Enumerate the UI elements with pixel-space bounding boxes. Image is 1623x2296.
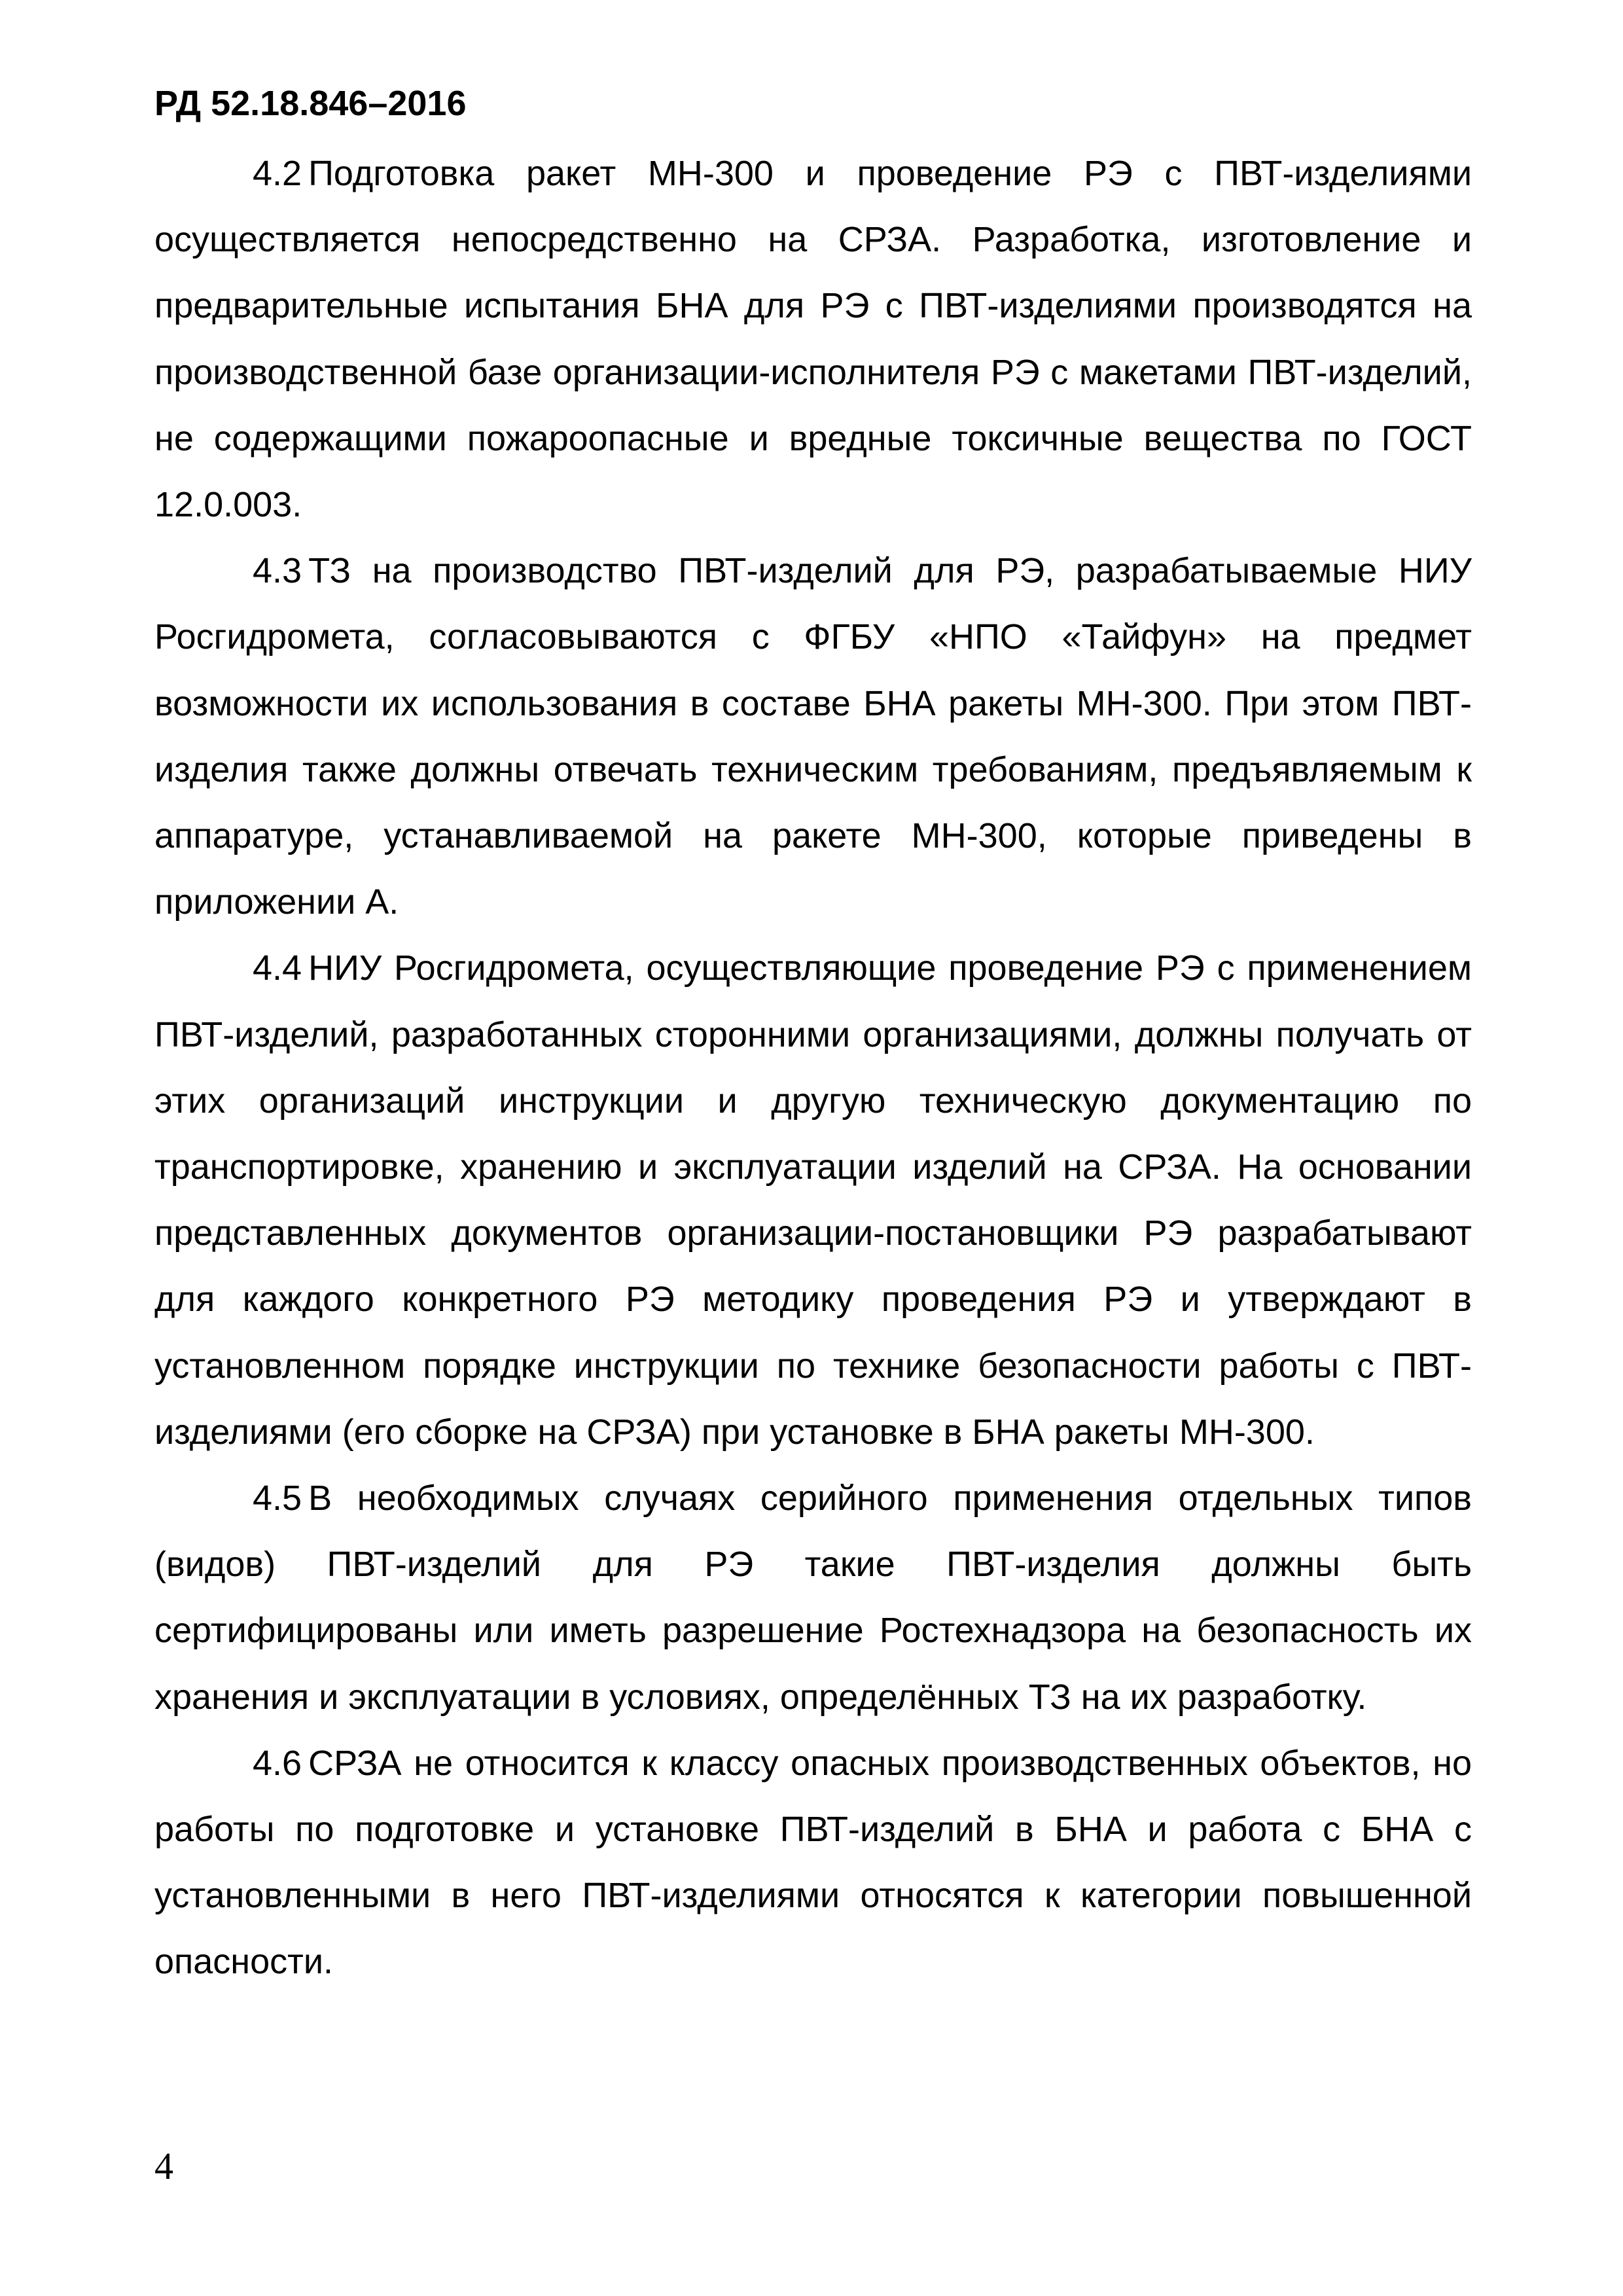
paragraph-text: Подготовка ракет МН-300 и проведение РЭ с ПВТ-изделиями осуществляется непосредственно на СРЗА. Разработка, изготовление и предварительные испытания БНА для РЭ с ПВТ-изделиями производятся на производственной базе организации-исполнителя РЭ с макетами ПВТ-изделий, не содержащими пожароопасные и вредные токсичные вещества по ГОСТ 12.0.003.	[154, 154, 1472, 525]
paragraph-number: 4.4	[253, 948, 302, 988]
paragraph-4-4	[154, 935, 1472, 1465]
paragraph-text: СРЗА не относится к классу опасных производственных объектов, но работы по подготовке и установке ПВТ-изделий в БНА и работа с БНА с установленными в него ПВТ-изделиями относятся к категории повышенной опасности.	[154, 1743, 1472, 1982]
paragraph-number: 4.6	[253, 1743, 302, 1783]
paragraph-4-2	[154, 141, 1472, 538]
paragraph-number: 4.3	[253, 551, 302, 591]
paragraph-number: 4.2	[253, 154, 302, 193]
paragraph-text: НИУ Росгидромета, осуществляющие проведение РЭ с применением ПВТ-изделий, разработанных сторонними организациями, должны получать от этих организаций инструкции и другую техническую документацию по транспортировке, хранению и эксплуатации изделий на СРЗА. На основании представленных документов организации-постановщики РЭ разрабатывают для каждого конкретного РЭ методику проведения РЭ и утверждают в установленном порядке инструкции по технике безопасности работы с ПВТ-изделиями (его сборке на СРЗА) при установке в БНА ракеты МН-300.	[154, 948, 1472, 1452]
paragraph-number: 4.5	[253, 1479, 302, 1518]
paragraph-text: В необходимых случаях серийного применения отдельных типов (видов) ПВТ-изделий для РЭ такие ПВТ-изделия должны быть сертифицированы или иметь разрешение Ростехнадзора на безопасность их хранения и эксплуатации в условиях, определённых ТЗ на их разработку.	[154, 1479, 1472, 1717]
paragraph-4-6	[154, 1731, 1472, 1996]
page-number: 4	[154, 2145, 173, 2187]
paragraph-4-3	[154, 538, 1472, 935]
paragraph-text: ТЗ на производство ПВТ-изделий для РЭ, разрабатываемые НИУ Росгидромета, согласовываются с ФГБУ «НПО «Тайфун» на предмет возможности их использования в составе БНА ракеты МН-300. При этом ПВТ-изделия также должны отвечать техническим требованиям, предъявляемым к аппаратуре, устанавливаемой на ракете МН-300, которые приведены в приложении А.	[154, 551, 1472, 922]
document-body	[154, 141, 1472, 1996]
paragraph-4-5	[154, 1465, 1472, 1731]
document-code-header: РД 52.18.846–2016	[154, 84, 467, 123]
